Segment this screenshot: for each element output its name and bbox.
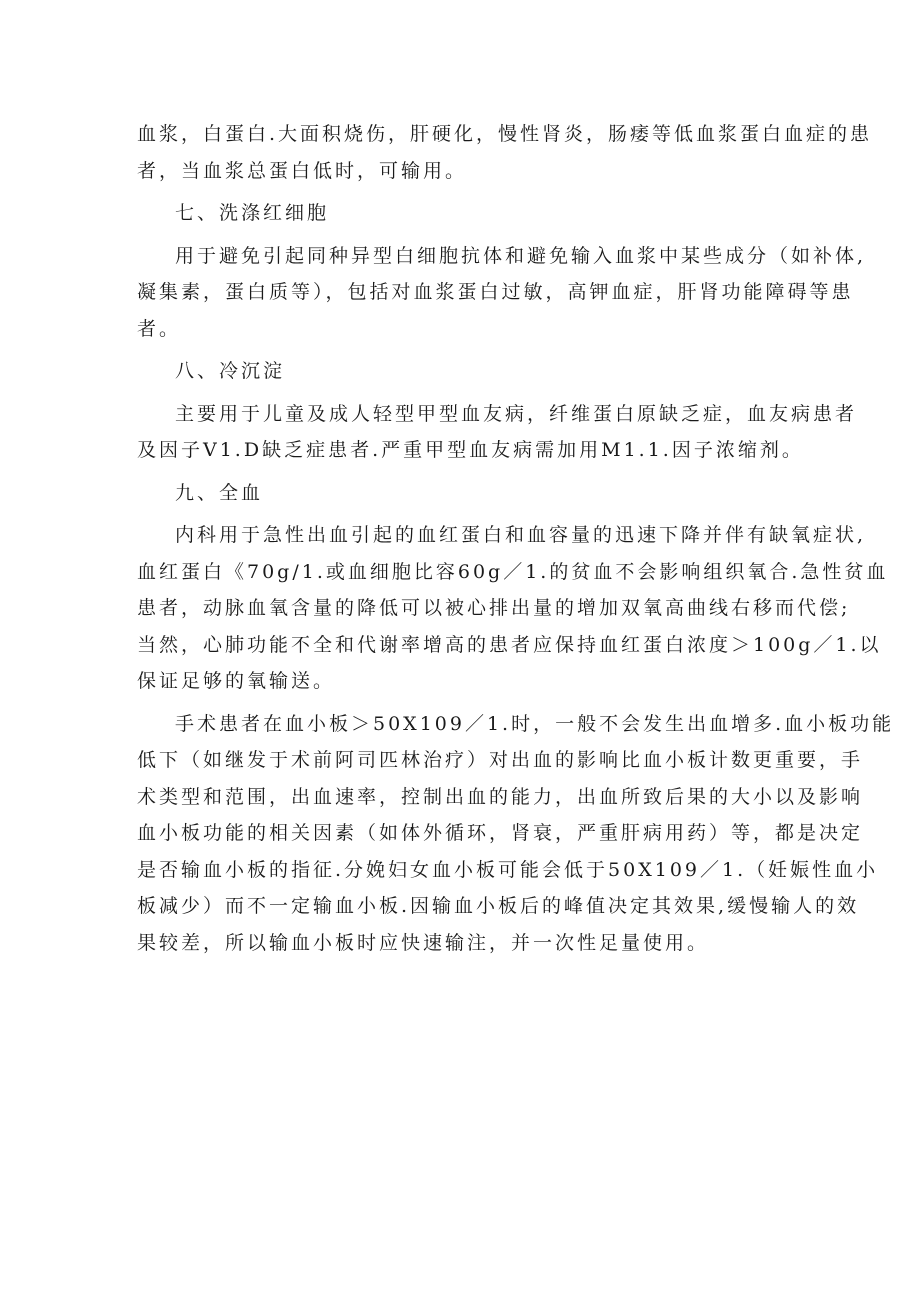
heading-text: 七、洗涤红细胞 (175, 202, 330, 224)
document-body (137, 116, 895, 967)
text-line: 当然，心肺功能不全和代谢率增高的患者应保持血红蛋白浓度＞100g／1.以 (137, 633, 882, 656)
text-line: 保证足够的氧输送。 (137, 670, 336, 692)
text-line: 血小板功能的相关因素（如体外循环，肾衰，严重肝病用药）等，都是决定 (137, 822, 864, 844)
heading-text: 九、全血 (175, 481, 264, 504)
text-line: 者。 (137, 317, 182, 340)
section-heading-cryoprecipitate (137, 353, 823, 390)
heading-text: 八、冷沉淀 (175, 360, 286, 382)
text-line: 低下（如继发于术前阿司匹林治疗）对出血的影响比血小板计数更重要，手 (137, 749, 864, 771)
text-line: 是否输血小板的指征.分娩妇女血小板可能会低于50X109／1.（妊娠性血小 (137, 858, 879, 881)
text-line: 患者，动脉血氧含量的降低可以被心排出量的增加双氧高曲线右移而代偿; (137, 597, 851, 619)
text-line: 凝集素，蛋白质等），包括对血浆蛋白过敏，高钾血症，肝肾功能障碍等患 (137, 281, 854, 303)
section-heading-whole-blood (137, 475, 823, 512)
text-line: 血浆，白蛋白.大面积烧伤，肝硬化，慢性肾炎，肠痿等低血浆蛋白血症的患 (137, 123, 873, 145)
paragraph-cryoprecipitate (137, 396, 858, 469)
section-heading-washed-rbc (137, 195, 823, 232)
paragraph-plasma-continued (137, 116, 873, 189)
text-line: 用于避免引起同种异型白细胞抗体和避免输入血浆中某些成分（如补体, (175, 244, 867, 267)
text-line: 术类型和范围，出血速率，控制出血的能力，出血所致后果的大小以及影响 (137, 785, 864, 808)
paragraph-washed-rbc (137, 238, 867, 348)
text-line: 手术患者在血小板＞50X109／1.时，一般不会发生出血增多.血小板功能 (175, 712, 895, 735)
paragraph-platelets (137, 706, 895, 962)
text-line: 者，当血浆总蛋白低时，可输用。 (137, 159, 468, 182)
paragraph-whole-blood (137, 517, 889, 700)
text-line: 血红蛋白《70g/1.或血细胞比容60g／1.的贫血不会影响组织氧合.急性贫血 (137, 560, 889, 583)
text-line: 板减少）而不一定输血小板.因输血小板后的峰值决定其效果,缓慢输人的效 (137, 895, 860, 917)
text-line: 果较差，所以输血小板时应快速输注，并一次性足量使用。 (137, 931, 710, 954)
text-line: 主要用于儿童及成人轻型甲型血友病，纤维蛋白原缺乏症，血友病患者 (175, 402, 858, 425)
text-line: 及因子V1.D缺乏症患者.严重甲型血友病需加用M1.1.因子浓缩剂。 (137, 439, 804, 461)
text-line: 内科用于急性出血引起的血红蛋白和血容量的迅速下降并伴有缺氧症状, (175, 524, 867, 546)
